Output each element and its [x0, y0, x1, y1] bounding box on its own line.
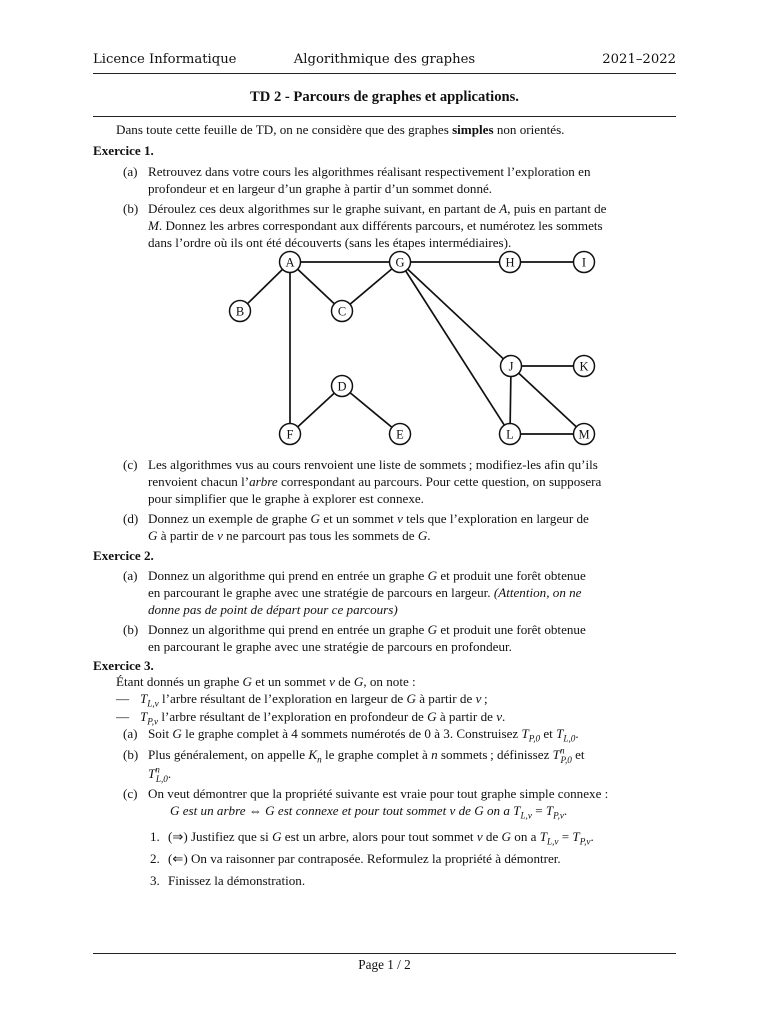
ex3-b-line1: Plus généralement, on appelle $K_n$ le graphe complet à n sommets ; définissez $T^n_{P,0}$ et — [148, 745, 585, 765]
ex3-dash-1: — — [116, 691, 130, 706]
graph-node-d — [332, 376, 353, 397]
ex3-b-label: (b) — [123, 747, 139, 762]
graph-node-l — [500, 424, 521, 445]
ex3-c-property: G est un arbre ⇔ G est connexe et pour tout sommet v de G on a $T_{L,v} = T_{P,v}$. — [170, 803, 568, 821]
ex1-d-label: (d) — [123, 511, 139, 526]
header-course: Licence Informatique — [93, 52, 237, 67]
graph-node-j — [501, 356, 522, 377]
graph-node-label: A — [285, 255, 295, 270]
ex3-step1-text: (⇒) Justifiez que si G est un arbre, alors pour tout sommet v de G on a $T_{L,v} = T_{P,v}$. — [168, 829, 594, 847]
ex2-b-label: (b) — [123, 622, 139, 637]
ex1-b-line1: Déroulez ces deux algorithmes sur le graphe suivant, en partant de A, puis en partant de — [148, 201, 607, 216]
ex3-b-line2: $T^n_{L,0}$. — [148, 764, 172, 784]
ex3-a-label: (a) — [123, 726, 138, 741]
graph-node-label: B — [235, 304, 245, 319]
header-subject: Algorithmique des graphes — [293, 52, 476, 67]
ex3-intro: Étant donnés un graphe G et un sommet v de G, on note : — [116, 674, 416, 689]
graph-node-a — [280, 252, 301, 273]
ex3-a-text: Soit G le graphe complet à 4 sommets numérotés de 0 à 3. Construisez $T_{P,0}$ et $T_{L,0}$. — [148, 726, 579, 744]
graph-node-label: C — [337, 304, 347, 319]
page-number: Page 1 / 2 — [358, 957, 411, 972]
graph-node-c — [332, 301, 353, 322]
ex3-step3-label: 3. — [150, 873, 160, 888]
ex2-b-line1: Donnez un algorithme qui prend en entrée un graphe G et produit une forêt obtenue — [148, 622, 586, 637]
ex1-d-line1: Donnez un exemple de graphe G et un sommet v tels que l’exploration en largeur de — [148, 511, 589, 526]
graph-node-label: J — [508, 359, 514, 374]
ex1-b-line3: dans l’ordre où ils ont été découverts (sans les étapes intermédiaires). — [148, 235, 512, 250]
graph-node-label: E — [396, 427, 404, 442]
ex1-c-line1: Les algorithmes vus au cours renvoient une liste de sommets ; modifiez-les afin qu’ils — [148, 457, 598, 472]
ex3-step2-label: 2. — [150, 851, 160, 866]
ex3-c-line1: On veut démontrer que la propriété suivante est vraie pour tout graphe simple connexe : — [148, 786, 609, 801]
graph-edges — [240, 262, 584, 434]
graph-node-m — [574, 424, 595, 445]
ex3-def-tp: $T_{P,v}$ l’arbre résultant de l’exploration en profondeur de G à partir de v. — [140, 709, 506, 727]
ex2-b-line2: en parcourant le graphe avec une stratégie de parcours en profondeur. — [148, 639, 512, 654]
ex1-c-label: (c) — [123, 457, 138, 472]
graph-node-f — [280, 424, 301, 445]
ex3-step3-text: Finissez la démonstration. — [168, 873, 306, 888]
ex2-a-line2: en parcourant le graphe avec une stratégie de parcours en largeur. (Attention, on ne — [148, 585, 582, 600]
graph-node-label: M — [578, 427, 590, 442]
ex2-a-line1: Donnez un algorithme qui prend en entrée un graphe G et produit une forêt obtenue — [148, 568, 586, 583]
graph-node-k — [574, 356, 595, 377]
graph-node-label: G — [395, 255, 405, 270]
edge-g-l — [400, 262, 510, 434]
graph-node-label: F — [286, 427, 294, 442]
graph-node-h — [500, 252, 521, 273]
graph-node-g — [390, 252, 411, 273]
ex2-a-line3: donne pas de point de départ pour ce parcours) — [148, 602, 398, 617]
ex1-c-line2: renvoient chacun l’arbre correspondant au parcours. Pour cette question, on supposera — [148, 474, 602, 489]
intro-paragraph: Dans toute cette feuille de TD, on ne considère que des graphes simples non orientés. — [116, 122, 565, 137]
exercise-1-heading: Exercice 1. — [93, 143, 154, 158]
edge-g-j — [400, 262, 511, 366]
graph-node-label: D — [337, 379, 347, 394]
ex3-step1-label: 1. — [150, 829, 160, 844]
ex2-a-label: (a) — [123, 568, 138, 583]
ex1-a-line2: profondeur et en largeur d’un graphe à partir d’un sommet donné. — [148, 181, 493, 196]
ex3-step2-text: (⇐) On va raisonner par contraposée. Reformulez la propriété à démontrer. — [168, 851, 561, 866]
ex3-def-tl: $T_{L,v}$ l’arbre résultant de l’exploration en largeur de G à partir de v ; — [140, 691, 488, 709]
edge-d-e — [342, 386, 400, 434]
graph-node-b — [230, 301, 251, 322]
ex1-a-line1: Retrouvez dans votre cours les algorithmes réalisant respectivement l’exploration en — [148, 164, 591, 179]
ex1-a-label: (a) — [123, 164, 138, 179]
graph-node-label: H — [505, 255, 515, 270]
ex3-dash-2: — — [116, 709, 130, 724]
edge-j-m — [511, 366, 584, 434]
footer-rule — [93, 953, 676, 954]
ex1-b-label: (b) — [123, 201, 139, 216]
graph-node-label: L — [506, 427, 514, 442]
page-title: TD 2 - Parcours de graphes et applications. — [250, 89, 519, 105]
edge-c-g — [342, 262, 400, 311]
graph-node-label: I — [581, 255, 587, 270]
ex1-b-line2: M. Donnez les arbres correspondant aux différents parcours, et numérotez les sommets — [148, 218, 603, 233]
ex1-d-line2: G à partir de v ne parcourt pas tous les sommets de G. — [148, 528, 431, 543]
graph-node-e — [390, 424, 411, 445]
ex3-c-label: (c) — [123, 786, 138, 801]
graph-node-label: K — [579, 359, 589, 374]
graph-node-i — [574, 252, 595, 273]
exercise-3-heading: Exercice 3. — [93, 658, 154, 673]
ex1-c-line3: pour simplifier que le graphe à explorer est connexe. — [148, 491, 424, 506]
header-year: 2021–2022 — [602, 52, 676, 67]
exercise-2-heading: Exercice 2. — [93, 548, 154, 563]
